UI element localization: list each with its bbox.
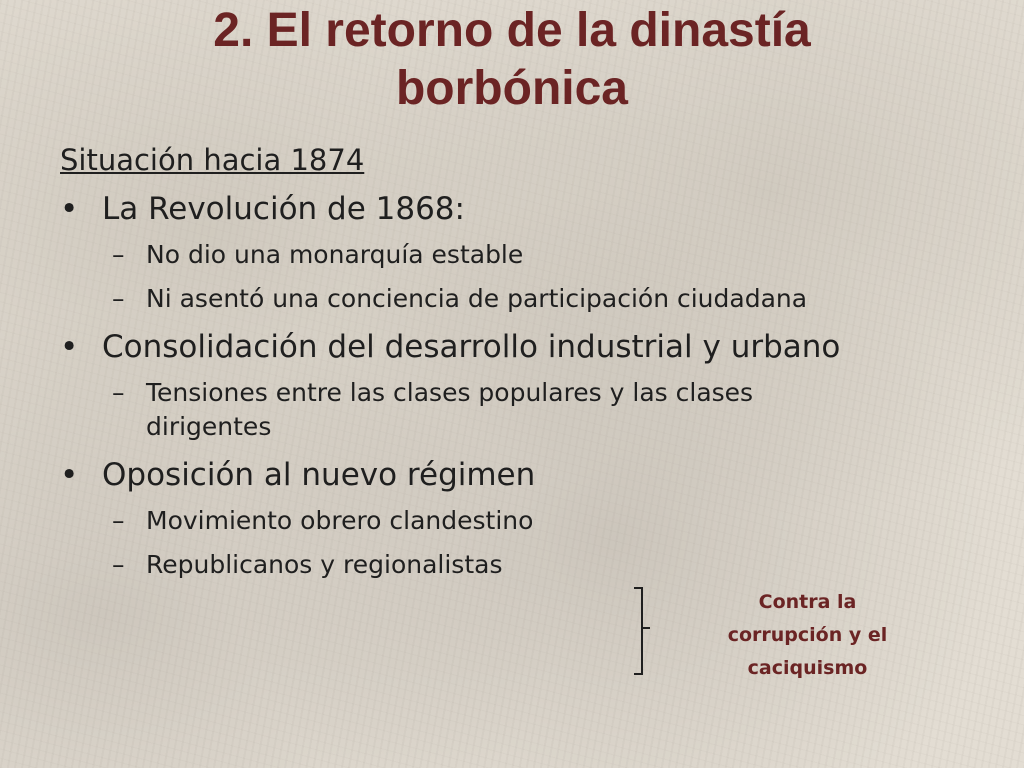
bullet-item	[60, 454, 960, 496]
dash-icon: –	[112, 378, 125, 407]
right-brace-icon	[632, 586, 656, 676]
section-heading: Situación hacia 1874	[60, 143, 365, 177]
bullet-icon: •	[60, 457, 79, 493]
slide-title	[0, 2, 1024, 118]
dash-icon: –	[112, 240, 125, 269]
dash-icon: –	[112, 506, 125, 535]
bullet-item	[60, 326, 960, 368]
brace-note	[700, 586, 915, 685]
bullet-item	[60, 188, 960, 230]
bullet-icon: •	[60, 329, 79, 365]
slide-content	[60, 140, 960, 592]
sub-bullet-item	[60, 548, 960, 582]
sub-bullet-item	[60, 504, 960, 538]
sub-bullet-text: Republicanos y regionalistas	[146, 550, 503, 579]
sub-bullet-item	[60, 238, 960, 272]
sub-bullet-item	[60, 376, 866, 444]
bullet-text: Oposición al nuevo régimen	[102, 457, 536, 493]
sub-bullet-item	[60, 282, 960, 316]
sub-bullet-text: Ni asentó una conciencia de participación ciudadana	[146, 284, 808, 313]
sub-bullet-text: No dio una monarquía estable	[146, 240, 524, 269]
brace-note-line: Contra la	[758, 591, 857, 613]
brace-note-line: caciquismo	[747, 657, 868, 679]
bullet-icon: •	[60, 191, 79, 227]
bullet-text: La Revolución de 1868:	[102, 191, 465, 227]
dash-icon: –	[112, 284, 125, 313]
bullet-text: Consolidación del desarrollo industrial y urbano	[102, 329, 841, 365]
slide-title-line-1: 2. El retorno de la dinastía	[213, 4, 811, 57]
sub-bullet-text: Movimiento obrero clandestino	[146, 506, 534, 535]
dash-icon: –	[112, 550, 125, 579]
sub-bullet-text: Tensiones entre las clases populares y las clases dirigentes	[146, 378, 754, 441]
brace-note-line: corrupción y el	[727, 624, 888, 646]
slide-title-line-2: borbónica	[395, 62, 628, 115]
